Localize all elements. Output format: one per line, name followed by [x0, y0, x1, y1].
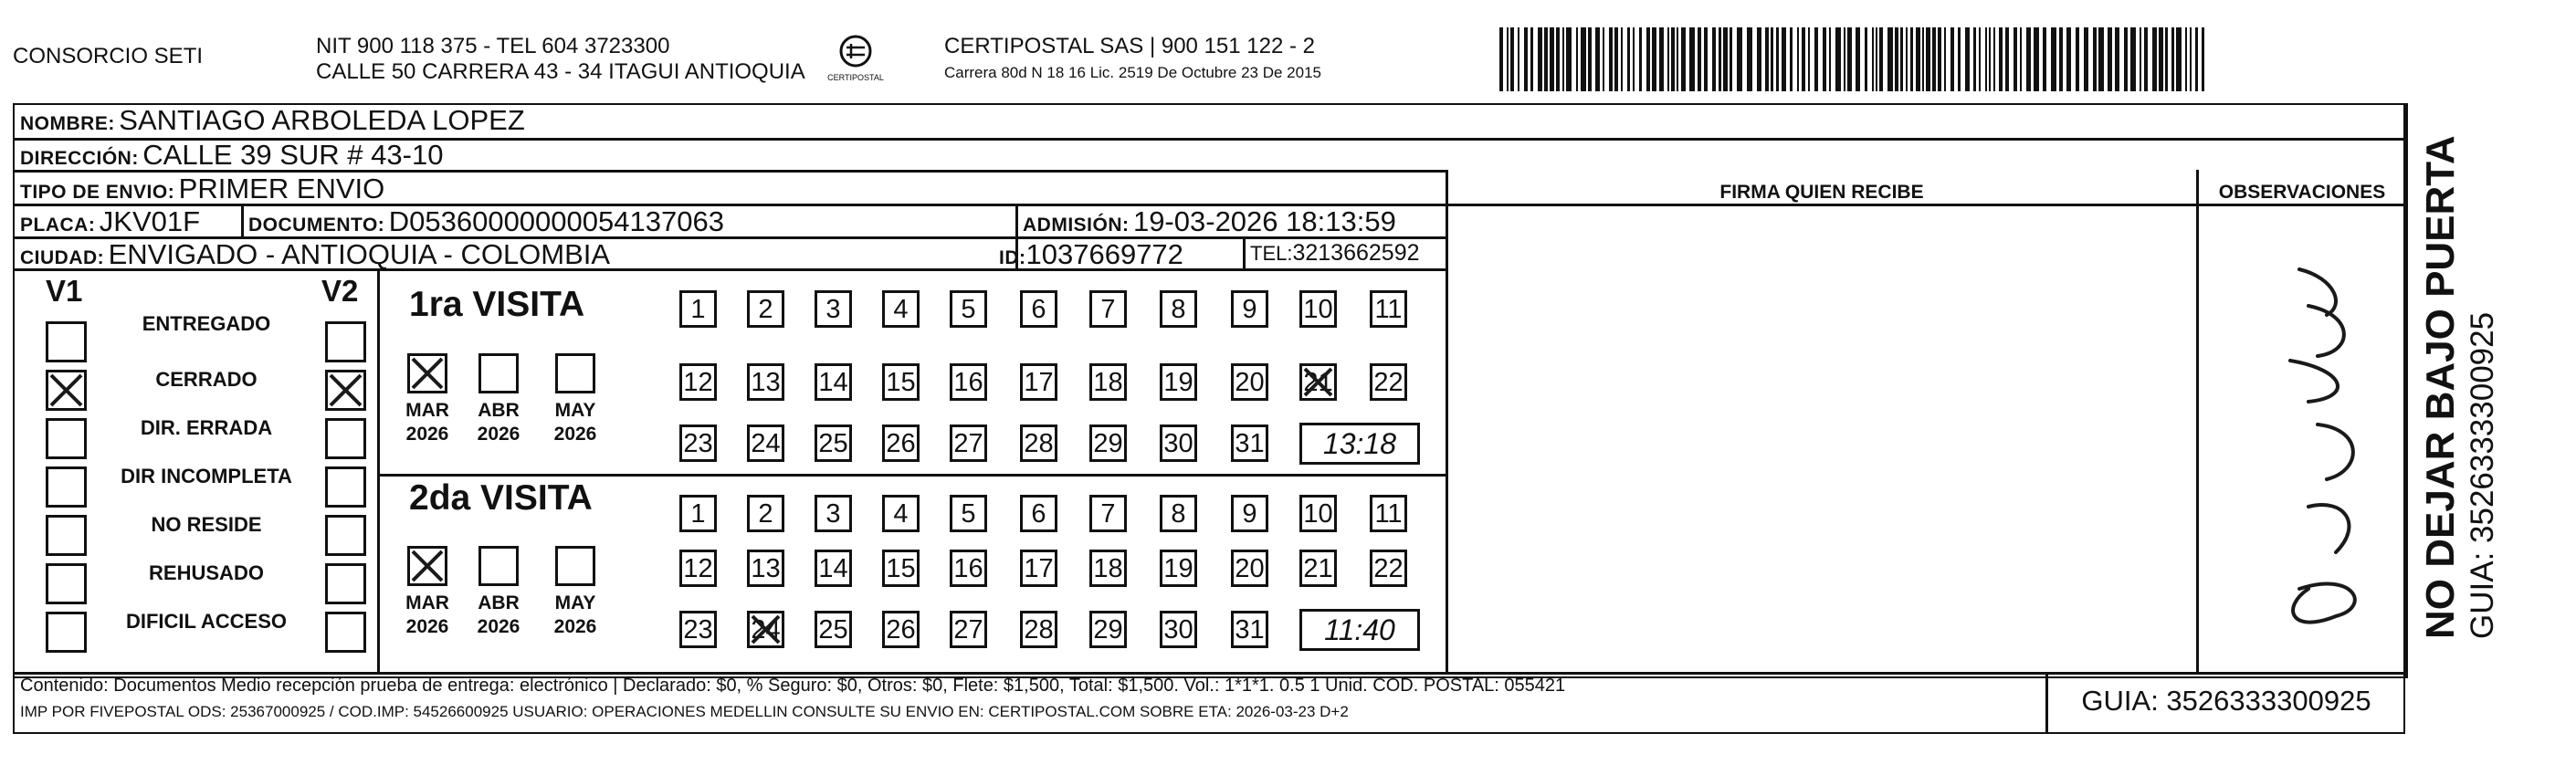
vertical-guia: GUIA: 3526333300925: [2465, 311, 2500, 639]
visit-title: 1ra VISITA: [409, 285, 585, 324]
day-mark-icon: [1299, 363, 1337, 401]
city-value: ENVIGADO - ANTIOQUIA - COLOMBIA: [108, 238, 611, 270]
day-box[interactable]: 6: [1020, 290, 1057, 328]
day-box[interactable]: 18: [1089, 550, 1127, 587]
day-box[interactable]: 30: [1160, 611, 1197, 648]
day-box[interactable]: 15: [882, 363, 920, 401]
day-box[interactable]: 6: [1020, 495, 1057, 532]
barcode-bar: [1621, 27, 1623, 91]
v2-checkbox[interactable]: [325, 515, 366, 556]
tel-field: [1250, 240, 1420, 267]
barcode-bar: [1979, 27, 1981, 91]
observations-area[interactable]: [2199, 205, 2405, 672]
year-label: 2026: [477, 616, 520, 637]
barcode-bar: [1530, 27, 1533, 91]
plate-label: PLACA:: [20, 215, 96, 236]
tel-value: 3213662592: [1292, 240, 1420, 266]
day-box[interactable]: 8: [1160, 495, 1197, 532]
day-box[interactable]: 3: [815, 495, 852, 532]
barcode-bar: [2190, 27, 2192, 91]
consortium-name: CONSORCIO SETI: [13, 44, 204, 68]
day-box[interactable]: 28: [1020, 424, 1057, 462]
day-box[interactable]: 23: [679, 424, 717, 462]
signature-area[interactable]: [1447, 205, 2196, 672]
barcode-bar: [1719, 27, 1721, 91]
barcode-bar: [2005, 27, 2009, 91]
barcode-bar: [1965, 27, 1970, 91]
barcode-bar: [1677, 27, 1678, 91]
day-box[interactable]: 20: [1231, 363, 1268, 401]
v2-checkbox[interactable]: [325, 563, 366, 604]
id-field: [999, 238, 1183, 271]
barcode-bar: [1747, 27, 1752, 91]
barcode-bar: [1900, 27, 1903, 91]
name-field: [20, 104, 525, 137]
city-label: CIUDAD:: [20, 247, 105, 268]
barcode-bar: [1938, 27, 1941, 91]
footer-guia: GUIA: 3526333300925: [2081, 685, 2371, 717]
day-box[interactable]: 5: [950, 290, 987, 328]
barcode-bar: [1737, 27, 1742, 91]
barcode-bar: [1581, 27, 1586, 91]
barcode-bar: [1588, 27, 1592, 91]
month-checkbox[interactable]: [407, 546, 447, 586]
barcode-bar: [1576, 27, 1578, 91]
v2-checkbox[interactable]: [325, 612, 366, 653]
day-box[interactable]: 2: [747, 495, 784, 532]
barcode-bar: [1910, 27, 1913, 91]
visit-time[interactable]: 11:40: [1299, 609, 1420, 651]
barcode-bar: [1524, 27, 1528, 91]
day-box[interactable]: 4: [882, 495, 920, 532]
v2-checkbox[interactable]: [325, 466, 366, 508]
barcode-bar: [1609, 27, 1613, 91]
barcode-bar: [1926, 27, 1930, 91]
barcode-bar: [1776, 27, 1779, 91]
barcode-bar: [1865, 27, 1867, 91]
day-box[interactable]: 2: [747, 290, 784, 328]
v1-checkbox[interactable]: [46, 370, 87, 411]
barcode-bar: [2051, 27, 2056, 91]
v1-checkbox[interactable]: [46, 321, 87, 362]
month-checkbox[interactable]: [478, 353, 519, 393]
barcode-bar: [2152, 27, 2157, 91]
barcode-bar: [1999, 27, 2003, 91]
barcode-bar: [1544, 27, 1548, 91]
day-box[interactable]: 5: [950, 495, 987, 532]
barcode-bar: [1808, 27, 1810, 91]
v2-checkbox[interactable]: [325, 370, 366, 411]
barcode-bar: [1765, 27, 1769, 91]
status-reason-label: DIFICIL ACCESO: [125, 610, 287, 633]
day-box[interactable]: 13: [747, 550, 784, 587]
barcode-bar: [1879, 27, 1883, 91]
barcode-bar: [1507, 27, 1509, 91]
barcode-bar: [2059, 27, 2063, 91]
barcode-bar: [1895, 27, 1898, 91]
year-label: 2026: [553, 616, 597, 637]
v2-checkbox[interactable]: [325, 418, 366, 459]
barcode-bar: [2093, 27, 2097, 91]
month-checkbox[interactable]: [555, 546, 595, 586]
day-box[interactable]: 20: [1231, 550, 1268, 587]
barcode-bar: [1614, 27, 1618, 91]
address-label: DIRECCIÓN:: [20, 148, 139, 169]
barcode-bar: [1993, 27, 1995, 91]
barcode-bar: [1802, 27, 1805, 91]
day-box[interactable]: 23: [679, 611, 717, 648]
barcode-bar: [1550, 27, 1554, 91]
barcode-bar: [2202, 27, 2204, 91]
barcode-bar: [1704, 27, 1708, 91]
year-label: 2026: [405, 424, 449, 445]
day-box[interactable]: 12: [679, 363, 717, 401]
visit-time[interactable]: 13:18: [1299, 423, 1420, 465]
barcode-bar: [2130, 27, 2136, 91]
barcode-bar: [2043, 27, 2046, 91]
barcode-bar: [1562, 27, 1564, 91]
barcode-bar: [1633, 27, 1635, 91]
observations-header: OBSERVACIONES: [2218, 182, 2386, 203]
v1-checkbox[interactable]: [46, 466, 87, 508]
barcode-bar: [1730, 27, 1732, 91]
check-mark-icon: [407, 546, 447, 586]
day-box[interactable]: 14: [815, 550, 852, 587]
shipment-type-value: PRIMER ENVIO: [178, 173, 385, 204]
v1-checkbox[interactable]: [46, 612, 87, 653]
barcode-bar: [1627, 27, 1630, 91]
day-box[interactable]: 27: [950, 424, 987, 462]
barcode-bar: [1814, 27, 1818, 91]
month-checkbox[interactable]: [555, 353, 595, 393]
city-field: [20, 238, 610, 271]
vertical-notice: [2418, 128, 2502, 639]
barcode-bar: [1566, 27, 1572, 91]
visit-title: 2da VISITA: [409, 478, 593, 518]
svg-text:CERTIPOSTAL: CERTIPOSTAL: [827, 73, 884, 82]
barcode-bar: [2159, 27, 2163, 91]
month-label: ABR: [478, 592, 520, 613]
barcode-bar: [2115, 27, 2119, 91]
day-box[interactable]: 15: [882, 550, 920, 587]
company-line: CERTIPOSTAL SAS | 900 151 122 - 2: [944, 34, 1315, 58]
barcode-bar: [1958, 27, 1961, 91]
barcode-bar: [2185, 27, 2187, 91]
day-box[interactable]: 28: [1020, 611, 1057, 648]
barcode-bar: [1689, 27, 1695, 91]
barcode-bar: [1603, 27, 1604, 91]
v2-label: V2: [321, 274, 359, 308]
barcode-bar: [1681, 27, 1686, 91]
barcode-bar: [1723, 27, 1728, 91]
month-label: MAY: [554, 400, 596, 421]
barcode-bar: [2076, 27, 2079, 91]
v1-checkbox[interactable]: [46, 515, 87, 556]
day-mark-icon: [747, 611, 784, 648]
day-box[interactable]: 22: [1370, 363, 1407, 401]
day-box[interactable]: 21: [1299, 550, 1337, 587]
barcode-bar: [1856, 27, 1860, 91]
barcode: [1496, 26, 2226, 93]
shipment-type-label: TIPO DE ENVIO:: [20, 182, 175, 203]
barcode-bar: [1847, 27, 1852, 91]
license-line: Carrera 80d N 18 16 Lic. 2519 De Octubre 23 De 2015: [944, 64, 1321, 81]
barcode-bar: [1887, 27, 1893, 91]
barcode-bar: [2144, 27, 2148, 91]
document-label: DOCUMENTO:: [248, 215, 385, 236]
day-box[interactable]: 19: [1160, 363, 1197, 401]
month-label: MAY: [554, 592, 596, 613]
admission-label: ADMISIÓN:: [1023, 215, 1130, 236]
content-line: Contenido: Documentos Medio recepción prueba de entrega: electrónico | Declarado: $0, % Seguro: $0, Otros: $0, Flete: $1,500, Total: $1,500. Vol.: 1*1*1. 0.5 1 Unid. COD. POSTAL: 055421: [20, 676, 1566, 696]
day-box[interactable]: 16: [950, 363, 987, 401]
month-label: ABR: [478, 400, 520, 421]
barcode-bar: [1797, 27, 1799, 91]
barcode-bar: [1916, 27, 1920, 91]
day-box[interactable]: 26: [882, 611, 920, 648]
certipostal-logo: [825, 33, 887, 91]
barcode-bar: [1595, 27, 1600, 91]
day-box[interactable]: 24: [747, 424, 784, 462]
no-dejar-bajo-puerta: NO DEJAR BAJO PUERTA: [2418, 135, 2463, 639]
barcode-bar: [2084, 27, 2088, 91]
barcode-bar: [1876, 27, 1877, 91]
tel-label: TEL:: [1250, 242, 1293, 265]
barcode-bar: [1989, 27, 1991, 91]
status-reason-label: REHUSADO: [149, 561, 264, 584]
barcode-bar: [1667, 27, 1669, 91]
day-box[interactable]: 22: [1370, 550, 1407, 587]
name-label: NOMBRE:: [20, 113, 115, 134]
barcode-bar: [1556, 27, 1560, 91]
day-box[interactable]: 31: [1231, 424, 1268, 462]
address-line: CALLE 50 CARRERA 43 - 34 ITAGUI ANTIOQUIA: [316, 59, 805, 84]
day-box[interactable]: 7: [1089, 495, 1127, 532]
id-label: ID:: [999, 247, 1026, 268]
barcode-bar: [1950, 27, 1954, 91]
day-box[interactable]: 16: [950, 550, 987, 587]
year-label: 2026: [553, 424, 597, 445]
month-checkbox[interactable]: [407, 353, 447, 393]
barcode-bar: [1538, 27, 1542, 91]
barcode-bar: [1844, 27, 1845, 91]
day-box[interactable]: 7: [1089, 290, 1127, 328]
day-box[interactable]: 1: [679, 290, 717, 328]
v2-checkbox[interactable]: [325, 321, 366, 362]
check-mark-icon: [325, 370, 366, 411]
status-reason-label: ENTREGADO: [142, 312, 271, 335]
day-box[interactable]: 13: [747, 363, 784, 401]
day-box[interactable]: 11: [1370, 290, 1407, 328]
admission-value: 19-03-2026 18:13:59: [1132, 205, 1396, 237]
status-reason-label: NO RESIDE: [151, 513, 262, 536]
barcode-bar: [2140, 27, 2141, 91]
barcode-bar: [1782, 27, 1786, 91]
name-value: SANTIAGO ARBOLEDA LOPEZ: [119, 104, 525, 136]
barcode-bar: [1499, 27, 1503, 91]
day-box[interactable]: 26: [882, 424, 920, 462]
day-box[interactable]: 25: [815, 611, 852, 648]
barcode-bar: [1835, 27, 1841, 91]
barcode-bar: [1922, 27, 1924, 91]
barcode-bar: [1985, 27, 1987, 91]
day-box[interactable]: 8: [1160, 290, 1197, 328]
id-value: 1037669772: [1025, 238, 1183, 270]
day-box[interactable]: 3: [815, 290, 852, 328]
nit-line: NIT 900 118 375 - TEL 604 3723300: [316, 34, 670, 58]
barcode-bar: [2026, 27, 2031, 91]
barcode-bar: [1973, 27, 1976, 91]
barcode-bar: [1518, 27, 1519, 91]
document-field: [248, 205, 724, 238]
barcode-bar: [1646, 27, 1650, 91]
barcode-bar: [2066, 27, 2071, 91]
barcode-bar: [1790, 27, 1793, 91]
barcode-bar: [1659, 27, 1664, 91]
document-value: D05360000000054137063: [388, 205, 724, 237]
month-checkbox[interactable]: [478, 546, 519, 586]
day-box[interactable]: 31: [1231, 611, 1268, 648]
signature-header: FIRMA QUIEN RECIBE: [1719, 182, 1924, 203]
barcode-bar: [1639, 27, 1642, 91]
barcode-bar: [1932, 27, 1936, 91]
barcode-bar: [2195, 27, 2198, 91]
month-label: MAR: [405, 592, 449, 613]
barcode-bar: [1757, 27, 1761, 91]
day-box[interactable]: 14: [815, 363, 852, 401]
day-box[interactable]: 30: [1160, 424, 1197, 462]
day-box[interactable]: 25: [815, 424, 852, 462]
shipment-type-field: [20, 173, 384, 205]
day-box[interactable]: 29: [1089, 611, 1127, 648]
status-reason-label: DIR INCOMPLETA: [121, 465, 292, 487]
day-box[interactable]: 24: [747, 611, 784, 648]
v1-label: V1: [46, 274, 83, 308]
day-box[interactable]: 17: [1020, 550, 1057, 587]
barcode-bar: [2013, 27, 2017, 91]
v1-checkbox[interactable]: [46, 563, 87, 604]
day-box[interactable]: 18: [1089, 363, 1127, 401]
status-reason-label: DIR. ERRADA: [140, 416, 273, 439]
barcode-bar: [1906, 27, 1908, 91]
barcode-bar: [1872, 27, 1874, 91]
barcode-bar: [1829, 27, 1831, 91]
barcode-bar: [1823, 27, 1826, 91]
barcode-bar: [2176, 27, 2182, 91]
year-label: 2026: [405, 616, 449, 637]
check-mark-icon: [46, 370, 87, 411]
status-reason-label: CERRADO: [155, 368, 258, 391]
day-box[interactable]: 9: [1231, 495, 1268, 532]
handwritten-signature: [2199, 205, 2405, 672]
barcode-bar: [2165, 27, 2168, 91]
day-box[interactable]: 11: [1370, 495, 1407, 532]
day-box[interactable]: 9: [1231, 290, 1268, 328]
barcode-bar: [2124, 27, 2128, 91]
barcode-bar: [1944, 27, 1946, 91]
barcode-bar: [2108, 27, 2112, 91]
day-box[interactable]: 12: [679, 550, 717, 587]
address-value: CALLE 39 SUR # 43-10: [142, 139, 444, 171]
address-field: [20, 139, 443, 172]
v1-checkbox[interactable]: [46, 418, 87, 459]
barcode-bar: [1671, 27, 1675, 91]
day-box[interactable]: 21: [1299, 363, 1337, 401]
day-box[interactable]: 10: [1299, 290, 1337, 328]
barcode-bar: [2020, 27, 2022, 91]
print-line: IMP POR FIVEPOSTAL ODS: 25367000925 / COD.IMP: 54526600925 USUARIO: OPERACIONES MEDELLIN CONSULTE SU ENVIO EN: CERTIPOSTAL.COM SOBRE ETA: 2026-03-23 D+2: [20, 703, 1349, 720]
admission-field: [1023, 205, 1396, 238]
barcode-bar: [1652, 27, 1656, 91]
barcode-bar: [2034, 27, 2039, 91]
day-box[interactable]: 17: [1020, 363, 1057, 401]
day-box[interactable]: 1: [679, 495, 717, 532]
year-label: 2026: [477, 424, 520, 445]
day-box[interactable]: 29: [1089, 424, 1127, 462]
plate-value: JKV01F: [99, 205, 201, 237]
barcode-bar: [1771, 27, 1773, 91]
barcode-bar: [2098, 27, 2104, 91]
day-box[interactable]: 4: [882, 290, 920, 328]
barcode-bar: [1510, 27, 1514, 91]
month-label: MAR: [405, 400, 449, 421]
barcode-bar: [1712, 27, 1716, 91]
day-box[interactable]: 27: [950, 611, 987, 648]
barcode-bar: [1698, 27, 1701, 91]
day-box[interactable]: 10: [1299, 495, 1337, 532]
check-mark-icon: [407, 353, 447, 393]
day-box[interactable]: 19: [1160, 550, 1197, 587]
plate-field: [20, 205, 200, 238]
barcode-bar: [2171, 27, 2174, 91]
